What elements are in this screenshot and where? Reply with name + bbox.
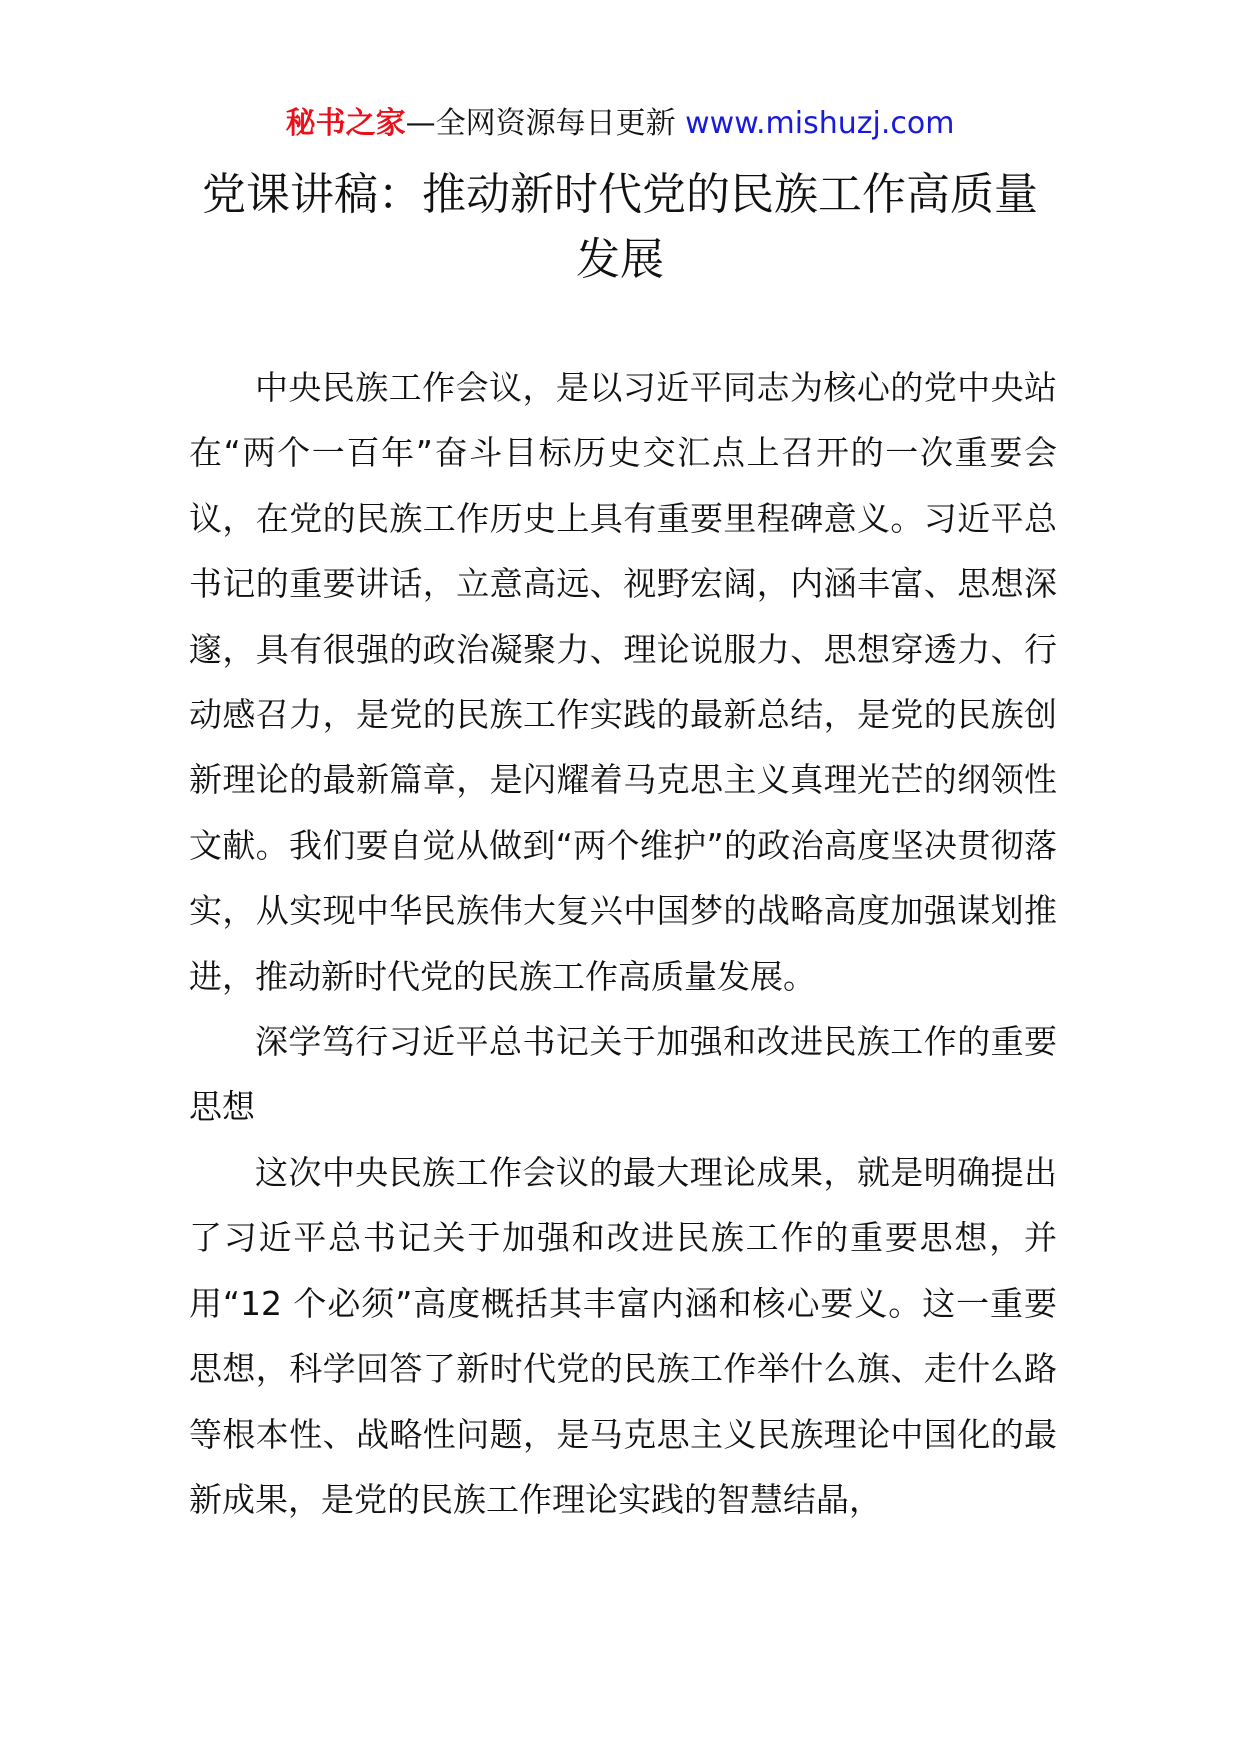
body-paragraph: 中央民族工作会议，是以习近平同志为核心的党中央站在“两个一百年”奋斗目标历史交汇点上召开的一次重要会议，在党的民族工作历史上具有重要里程碑意义。习近平总书记的重要讲话，立意高远、视野宏阔，内涵丰富、思想深邃，具有很强的政治凝聚力、理论说服力、思想穿透力、行动感召力，是党的民族工作实践的最新总结，是党的民族创新理论的最新篇章，是闪耀着马克思主义真理光芒的纲领性文献。我们要自觉从做到“两个维护”的政治高度坚决贯彻落实，从实现中华民族伟大复兴中国梦的战略高度加强谋划推进，推动新时代党的民族工作高质量发展。 bbox=[189, 368, 1057, 996]
section-heading: 深学笃行习近平总书记关于加强和改进民族工作的重要思想 bbox=[189, 1022, 1057, 1127]
document-body bbox=[189, 355, 1057, 1532]
page-header bbox=[0, 100, 1240, 148]
header-tagline: —全网资源每日更新 bbox=[405, 106, 676, 141]
brand-name: 秘书之家 bbox=[285, 106, 406, 141]
site-url-link[interactable]: www.mishuzj.com bbox=[685, 106, 955, 141]
body-paragraph: 这次中央民族工作会议的最大理论成果，就是明确提出了习近平总书记关于加强和改进民族工作的重要思想，并用“12 个必须”高度概括其丰富内涵和核心要义。这一重要思想，科学回答了新时代党的民族工作举什么旗、走什么路等根本性、战略性问题，是马克思主义民族理论中国化的最新成果，是党的民族工作理论实践的智慧结晶， bbox=[189, 1152, 1057, 1519]
document-title: 党课讲稿：推动新时代党的民族工作高质量发展 bbox=[202, 169, 1038, 285]
